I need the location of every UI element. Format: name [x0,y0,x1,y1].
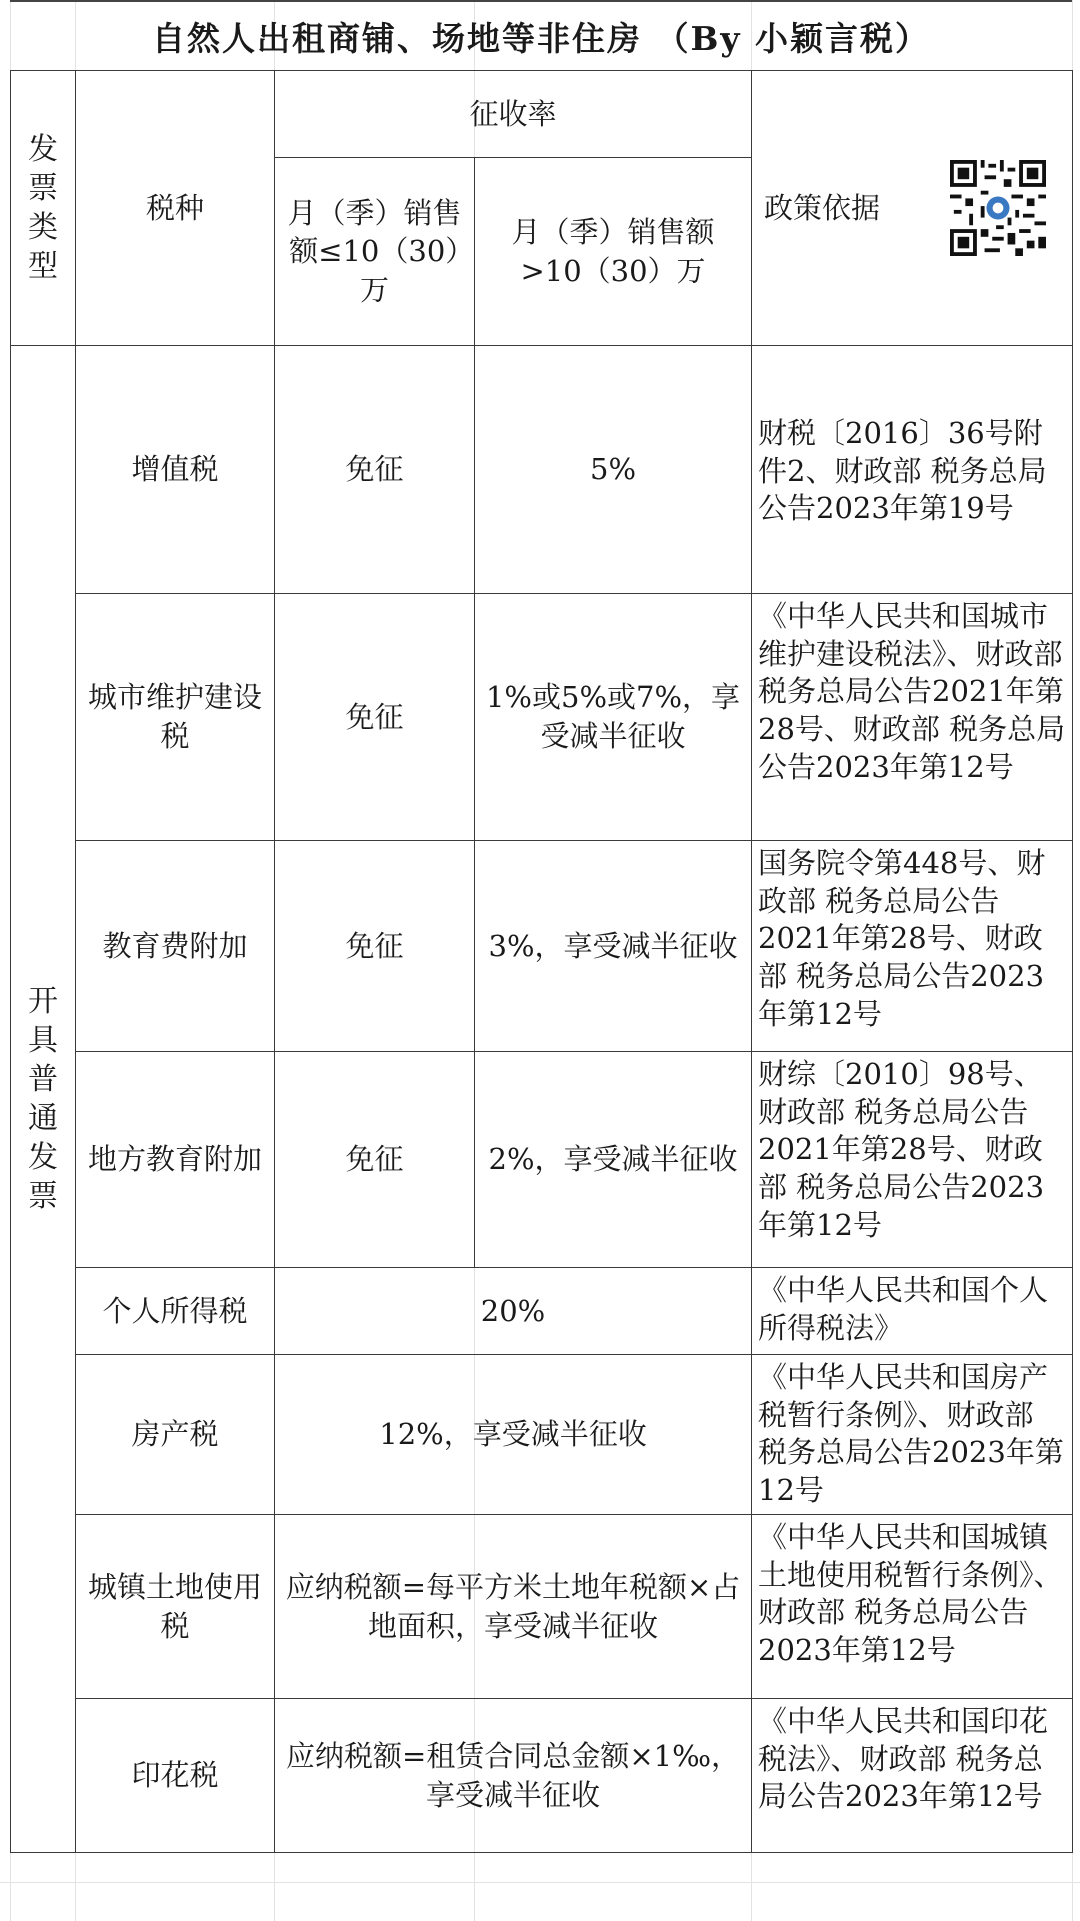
tax-name: 增值税 [76,346,275,594]
tax-name: 城镇土地使用税 [76,1515,275,1699]
header-rate-low: 月（季）销售额≤10（30）万 [275,158,475,346]
sheet-title: 自然人出租商铺、场地等非住房 （By 小颖言税） [151,18,931,58]
header-rate-group: 征收率 [275,71,752,158]
qr-code-icon [950,160,1046,256]
rate-merged: 12%，享受减半征收 [275,1355,752,1515]
tax-name: 地方教育附加 [76,1052,275,1268]
rate-low: 免征 [275,594,475,841]
tax-name: 印花税 [76,1699,275,1853]
policy-basis: 《中华人民共和国个人所得税法》 [752,1268,1073,1355]
header-rate-high: 月（季）销售额>10（30）万 [475,158,752,346]
rate-merged: 20% [275,1268,752,1355]
header-policy [752,71,1073,346]
rate-high: 3%，享受减半征收 [475,841,752,1052]
rate-high: 1%或5%或7%，享受减半征收 [475,594,752,841]
policy-basis: 《中华人民共和国房产税暂行条例》、财政部 税务总局公告2023年第12号 [752,1355,1073,1515]
policy-basis: 《中华人民共和国印花税法》、财政部 税务总局公告2023年第12号 [752,1699,1073,1853]
rate-merged: 应纳税额=每平方米土地年税额×占地面积，享受减半征收 [275,1515,752,1699]
tax-name: 城市维护建设税 [76,594,275,841]
rate-high: 2%，享受减半征收 [475,1052,752,1268]
rate-merged: 应纳税额=租赁合同总金额×1‰，享受减半征收 [275,1699,752,1853]
rate-low: 免征 [275,346,475,594]
policy-basis: 《中华人民共和国城市维护建设税法》、财政部 税务总局公告2021年第28号、财政部 税务总局公告2023年第12号 [752,594,1073,841]
policy-basis: 国务院令第448号、财政部 税务总局公告2021年第28号、财政部 税务总局公告2023年第12号 [752,841,1073,1052]
tax-name: 房产税 [76,1355,275,1515]
grid-line [0,1882,1080,1883]
rate-high: 5% [475,346,752,594]
policy-basis: 《中华人民共和国城镇土地使用税暂行条例》、财政部 税务总局公告2023年第12号 [752,1515,1073,1699]
policy-basis: 财综〔2010〕98号、财政部 税务总局公告2021年第28号、财政部 税务总局公告2023年第12号 [752,1052,1073,1268]
header-tax-type: 税种 [76,71,275,346]
rate-low: 免征 [275,841,475,1052]
header-policy-label: 政策依据 [764,190,881,225]
tax-name: 个人所得税 [76,1268,275,1355]
tax-name: 教育费附加 [76,841,275,1052]
header-invoice-type: 发票类型 [11,71,76,346]
policy-basis: 财税〔2016〕36号附件2、财政部 税务总局公告2023年第19号 [752,346,1073,594]
rate-low: 免征 [275,1052,475,1268]
tax-table [10,70,1073,1853]
invoice-group-cell: 开具普通发票 [11,346,76,1853]
